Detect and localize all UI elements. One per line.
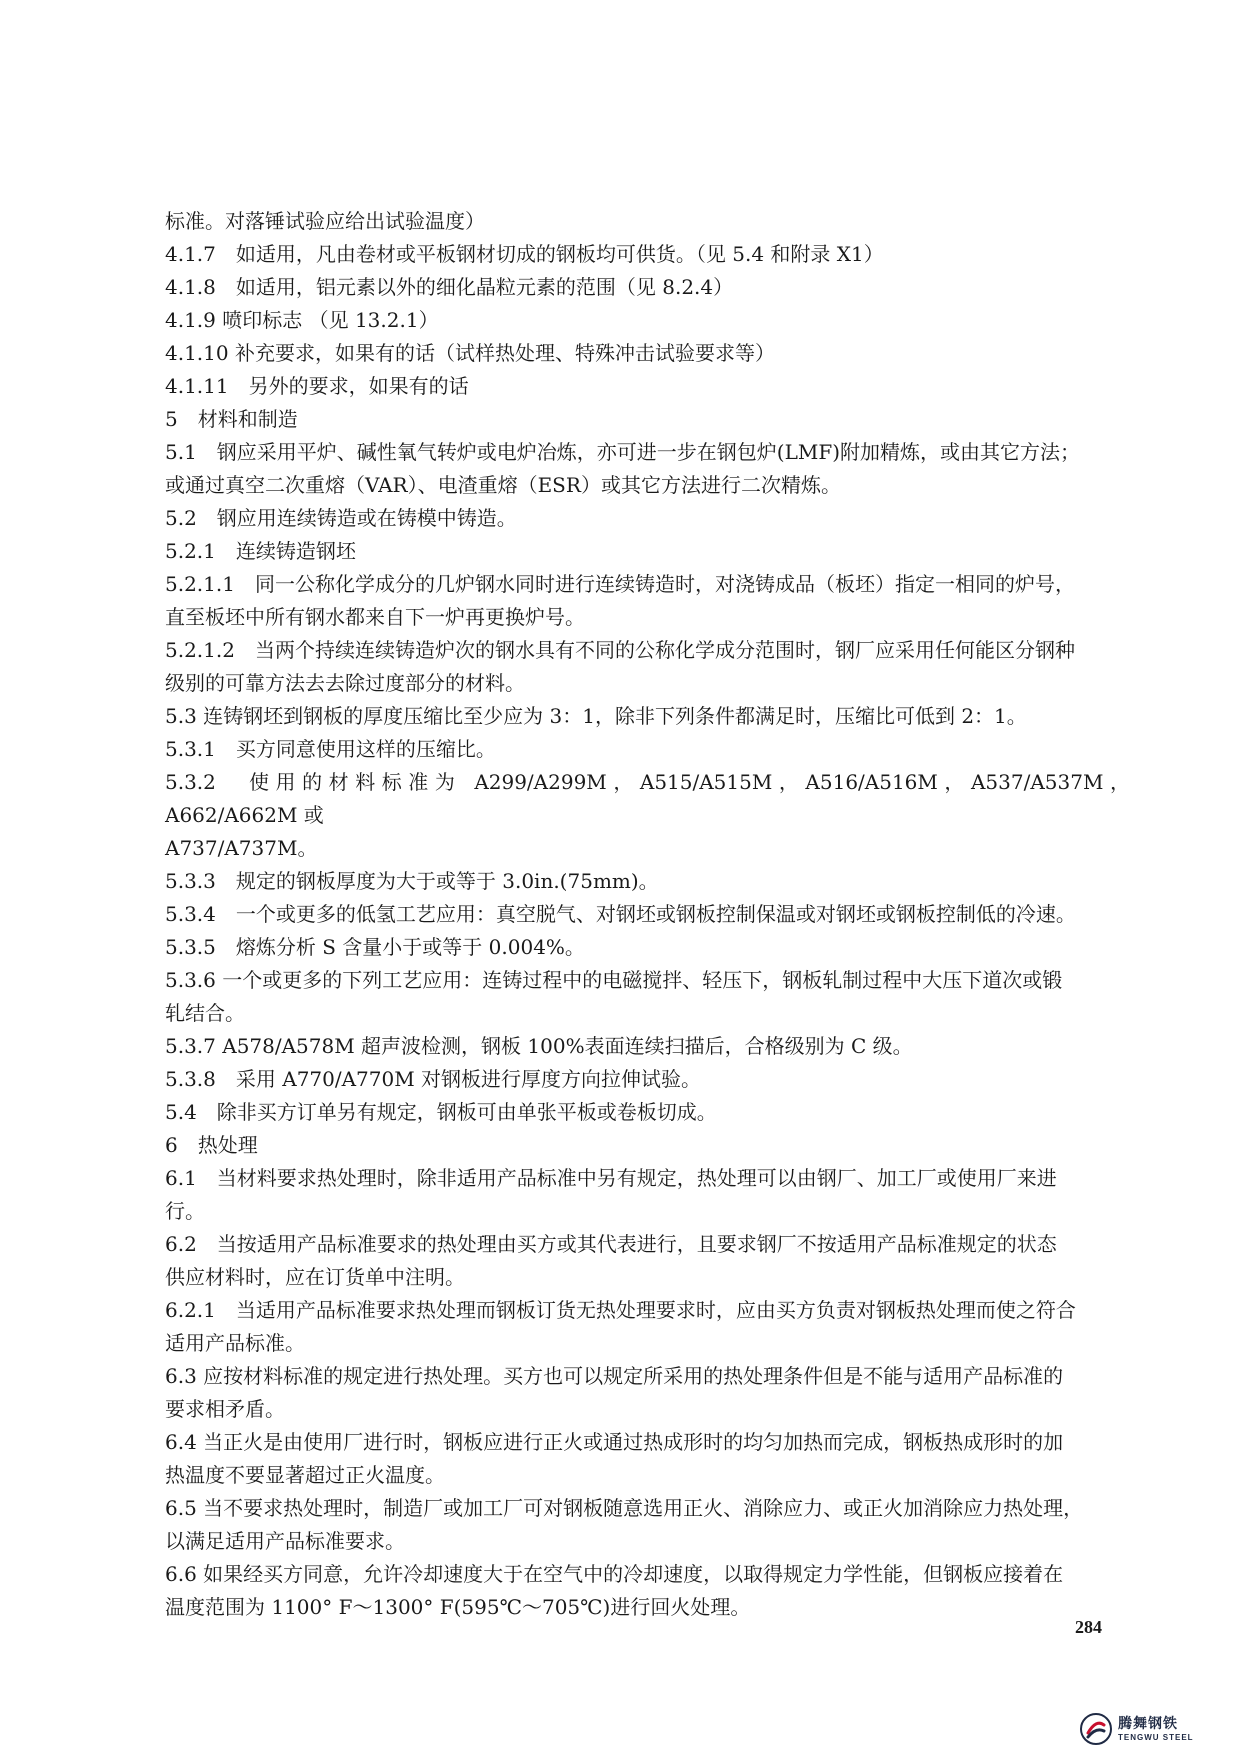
- text-line: A737/A737M。: [165, 836, 318, 860]
- text-line: 行。: [165, 1199, 205, 1223]
- text-line: 5.1 钢应采用平炉、碱性氧气转炉或电炉冶炼，亦可进一步在钢包炉(LMF)附加精炼，或由其它方法；: [165, 440, 1081, 464]
- text-line: 5 材料和制造: [165, 407, 298, 431]
- text-line: 4.1.10 补充要求，如果有的话（试样热处理、特殊冲击试验要求等）: [165, 341, 775, 365]
- logo-name-cn: 腾舞钢铁: [1118, 1715, 1178, 1732]
- text-line: 6.2 当按适用产品标准要求的热处理由买方或其代表进行，且要求钢厂不按适用产品标准规定的状态: [165, 1232, 1057, 1256]
- text-line: 要求相矛盾。: [165, 1397, 285, 1421]
- logo-text: [1118, 1717, 1194, 1742]
- logo-name-en: TENGWU STEEL: [1118, 1732, 1194, 1742]
- text-line: 5.3 连铸钢坯到钢板的厚度压缩比至少应为 3：1，除非下列条件都满足时，压缩比可低到 2：1。: [165, 704, 1027, 728]
- text-line: 5.3.6 一个或更多的下列工艺应用：连铸过程中的电磁搅拌、轻压下，钢板轧制过程中大压下道次或锻: [165, 968, 1063, 992]
- text-line: 轧结合。: [165, 1001, 245, 1025]
- text-line: 4.1.7 如适用，凡由卷材或平板钢材切成的钢板均可供货。（见 5.4 和附录 X1）: [165, 242, 884, 266]
- text-line: 4.1.8 如适用，铝元素以外的细化晶粒元素的范围（见 8.2.4）: [165, 275, 734, 299]
- text-line: 5.3.5 熔炼分析 S 含量小于或等于 0.004%。: [165, 935, 585, 959]
- text-line: 5.3.8 采用 A770/A770M 对钢板进行厚度方向拉伸试验。: [165, 1067, 702, 1091]
- text-line: 热温度不要显著超过正火温度。: [165, 1463, 445, 1487]
- text-line: 5.3.7 A578/A578M 超声波检测，钢板 100%表面连续扫描后，合格级别为 C 级。: [165, 1034, 913, 1058]
- document-body: [165, 205, 1130, 1624]
- text-line: 4.1.11 另外的要求，如果有的话: [165, 374, 469, 398]
- text-line: 4.1.9 喷印标志 （见 13.2.1）: [165, 308, 439, 332]
- text-line: 6.4 当正火是由使用厂进行时，钢板应进行正火或通过热成形时的均匀加热而完成，钢板热成形时的加: [165, 1430, 1064, 1454]
- text-line: 6.2.1 当适用产品标准要求热处理而钢板订货无热处理要求时，应由买方负责对钢板热处理而使之符合: [165, 1298, 1076, 1322]
- text-line: 6 热处理: [165, 1133, 258, 1157]
- text-line: 级别的可靠方法去去除过度部分的材料。: [165, 671, 525, 695]
- text-line: 标准。对落锤试验应给出试验温度）: [165, 209, 485, 233]
- text-line: 6.5 当不要求热处理时，制造厂或加工厂可对钢板随意选用正火、消除应力、或正火加消除应力热处理，: [165, 1496, 1084, 1520]
- page-number: 284: [1075, 1617, 1102, 1637]
- text-line: 直至板坯中所有钢水都来自下一炉再更换炉号。: [165, 605, 585, 629]
- text-line: 5.2.1.1 同一公称化学成分的几炉钢水同时进行连续铸造时，对浇铸成品（板坯）指定一相同的炉号，: [165, 572, 1075, 596]
- text-line: 6.3 应按材料标准的规定进行热处理。买方也可以规定所采用的热处理条件但是不能与适用产品标准的: [165, 1364, 1064, 1388]
- text-line: 5.3.1 买方同意使用这样的压缩比。: [165, 737, 496, 761]
- text-line: 以满足适用产品标准要求。: [165, 1529, 405, 1553]
- text-line: 温度范围为 1100° F～1300° F(595℃～705℃)进行回火处理。: [165, 1595, 751, 1619]
- tengwu-steel-logo-icon: [1080, 1713, 1112, 1745]
- text-line: 5.3.3 规定的钢板厚度为大于或等于 3.0in.(75mm)。: [165, 869, 659, 893]
- text-line: 适用产品标准。: [165, 1331, 305, 1355]
- text-line: 或通过真空二次重熔（VAR）、电渣重熔（ESR）或其它方法进行二次精炼。: [165, 473, 841, 497]
- text-line: 5.2 钢应用连续铸造或在铸模中铸造。: [165, 506, 517, 530]
- text-line: 6.6 如果经买方同意，允许冷却速度大于在空气中的冷却速度，以取得规定力学性能，但钢板应接着在: [165, 1562, 1064, 1586]
- text-line: 供应材料时，应在订货单中注明。: [165, 1265, 465, 1289]
- text-line: 6.1 当材料要求热处理时，除非适用产品标准中另有规定，热处理可以由钢厂、加工厂或使用厂来进: [165, 1166, 1057, 1190]
- text-line: 5.4 除非买方订单另有规定，钢板可由单张平板或卷板切成。: [165, 1100, 717, 1124]
- text-line: 5.3.4 一个或更多的低氢工艺应用：真空脱气、对钢坯或钢板控制保温或对钢坯或钢板控制低的冷速。: [165, 902, 1076, 926]
- text-line: 5.3.2 使用的材料标准为 A299/A299M，A515/A515M，A516/A516M，A537/A537M，A662/A662M 或: [165, 770, 1130, 827]
- text-line: 5.2.1.2 当两个持续连续铸造炉次的钢水具有不同的公称化学成分范围时，钢厂应采用任何能区分钢种: [165, 638, 1075, 662]
- text-line: 5.2.1 连续铸造钢坯: [165, 539, 356, 563]
- company-logo: [1080, 1712, 1230, 1746]
